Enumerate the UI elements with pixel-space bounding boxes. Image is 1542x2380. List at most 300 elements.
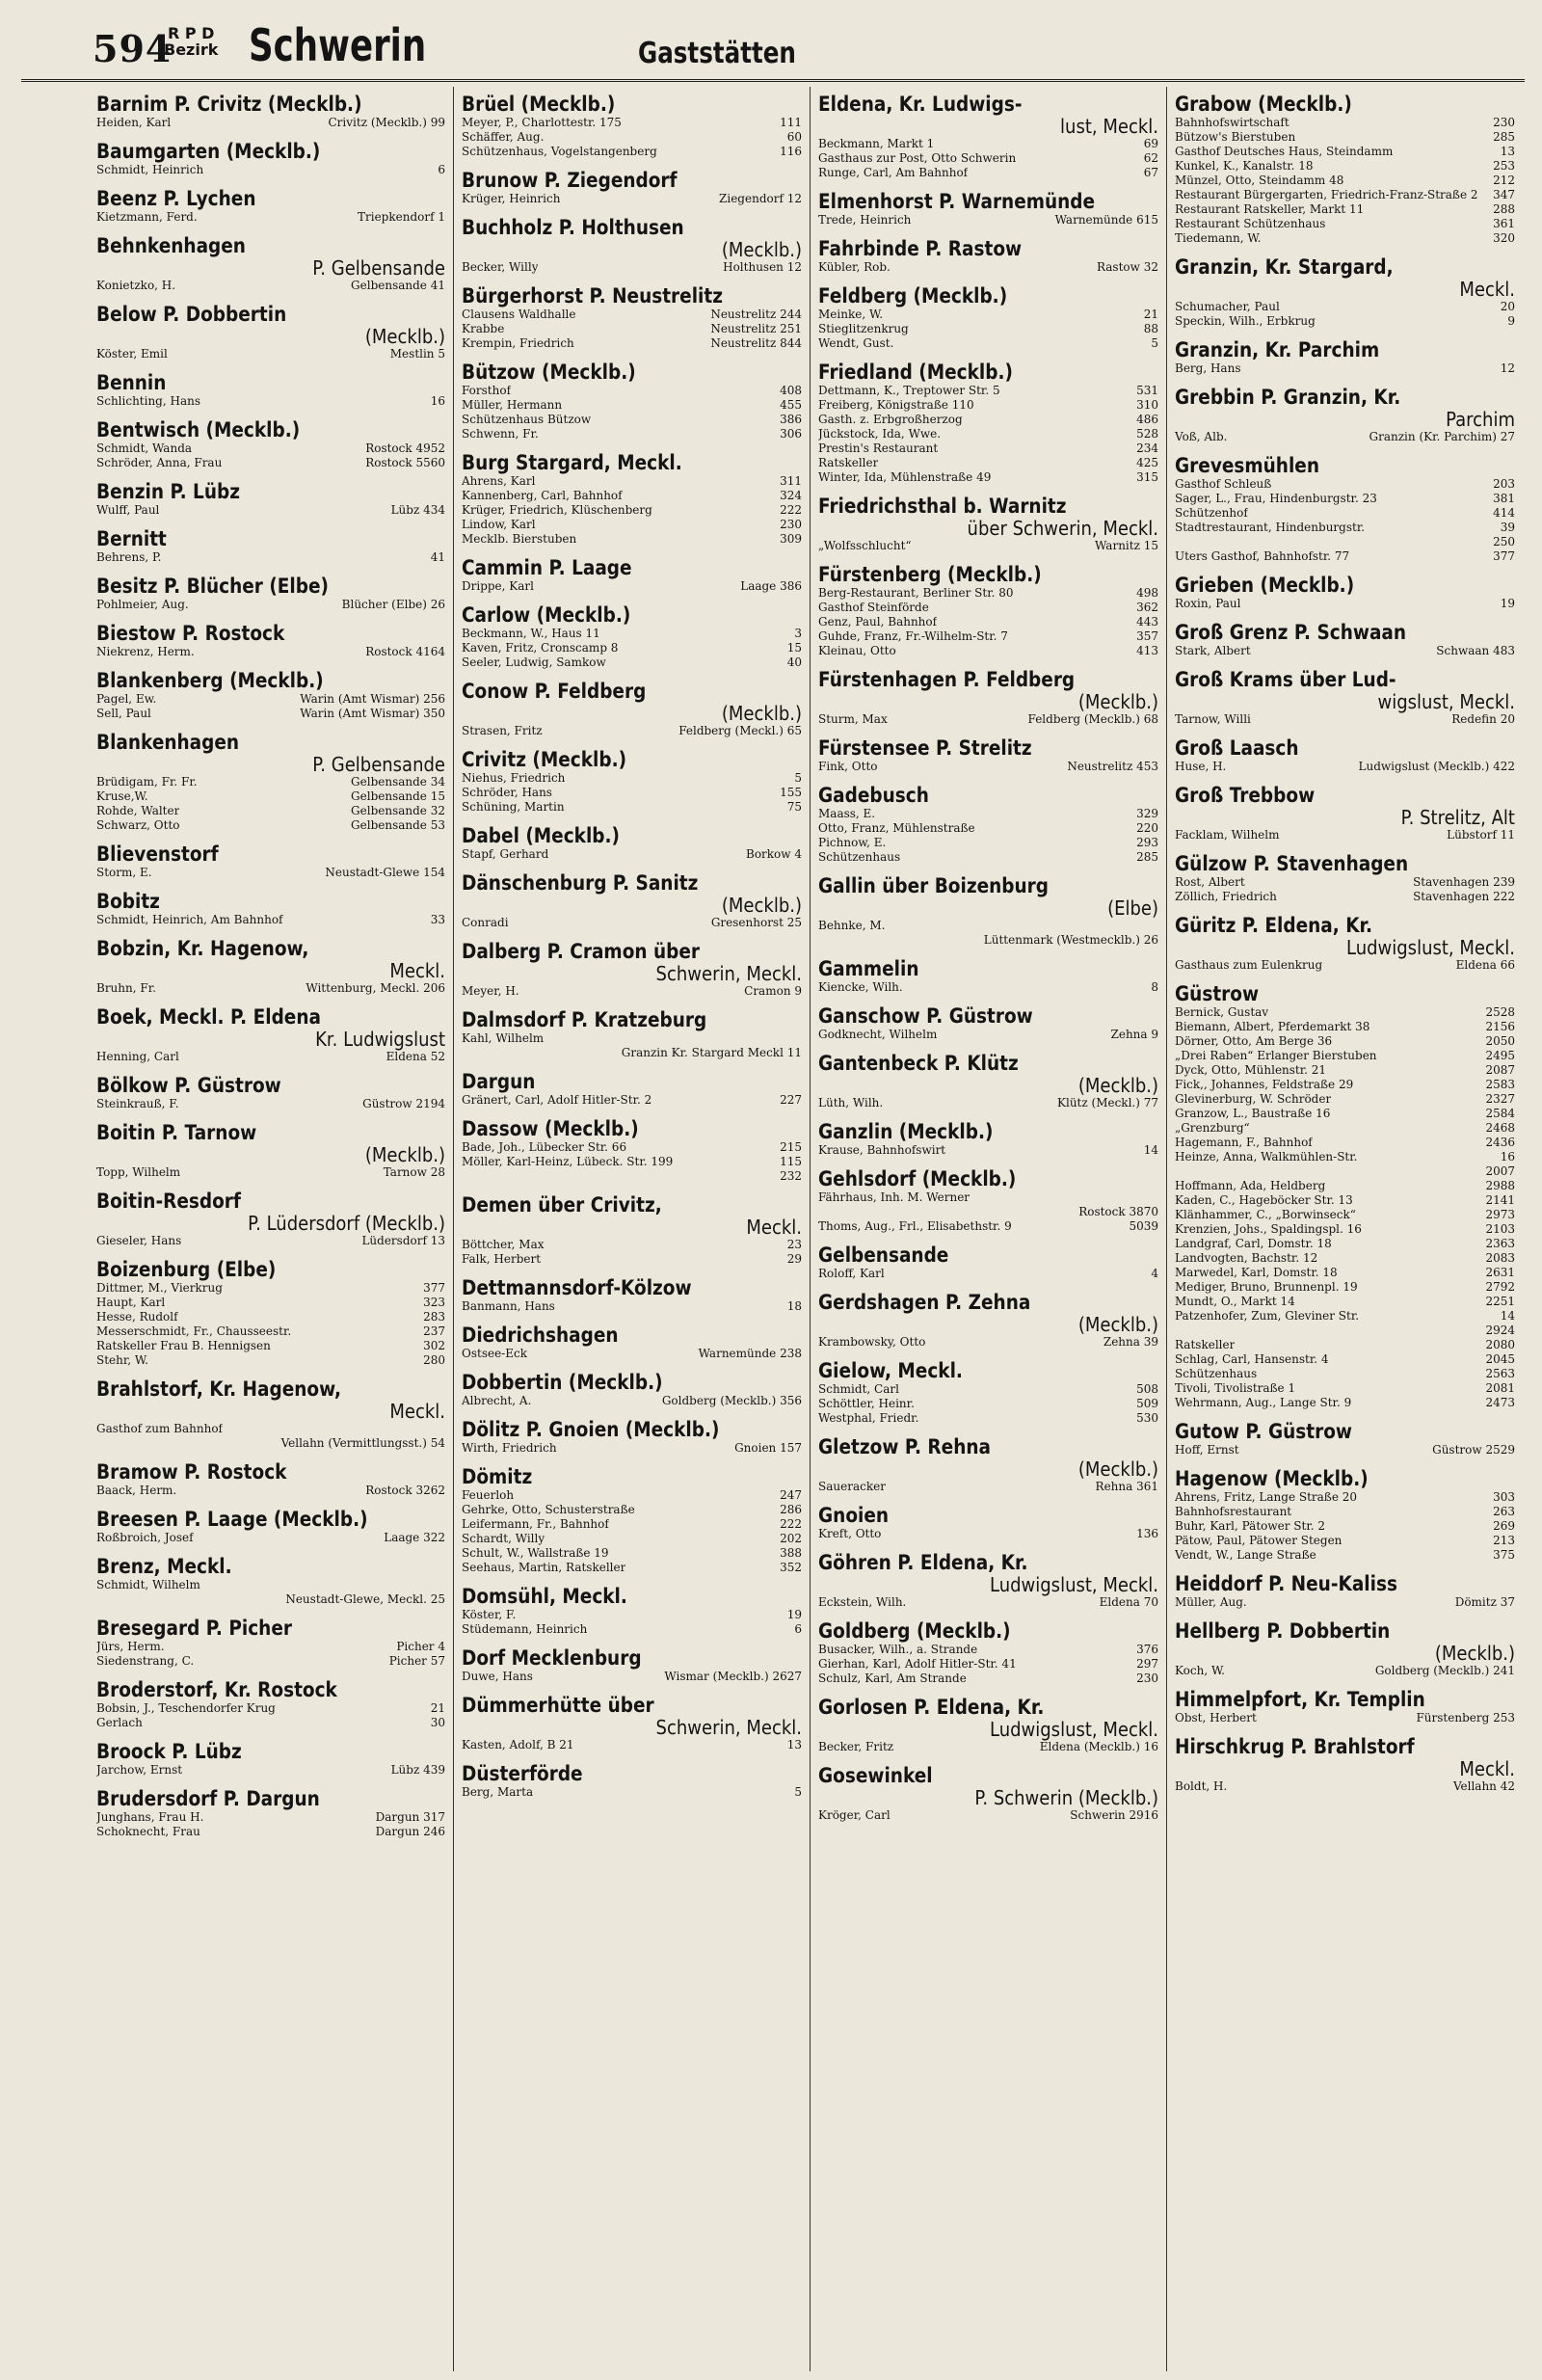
listing-name: Seehaus, Martin, Ratskeller bbox=[462, 1561, 626, 1574]
listing-name: Kaven, Fritz, Cronscamp 8 bbox=[462, 641, 619, 655]
listing-name: Berg, Hans bbox=[1175, 361, 1241, 375]
listing-row bbox=[818, 384, 1158, 398]
listing-phone: 155 bbox=[780, 786, 802, 799]
place-block bbox=[1175, 852, 1515, 904]
listing-row bbox=[96, 1640, 445, 1654]
listing-name: Schmidt, Wilhelm bbox=[96, 1578, 200, 1591]
listing-phone: 375 bbox=[1493, 1548, 1515, 1562]
listing-phone: 6 bbox=[438, 163, 445, 176]
listing-name: Meyer, P., Charlottestr. 175 bbox=[462, 116, 622, 129]
place-heading: Baumgarten (Mecklb.) bbox=[96, 140, 321, 163]
listing-row bbox=[1175, 1309, 1515, 1324]
listing-phone: Warnemünde 238 bbox=[698, 1347, 802, 1360]
place-heading: Bresegard P. Picher bbox=[96, 1617, 292, 1640]
listing-row bbox=[462, 786, 802, 800]
place-block bbox=[818, 563, 1158, 658]
place-block bbox=[1175, 1420, 1515, 1457]
listing-phone: 285 bbox=[1136, 850, 1158, 864]
listing-phone: Gresenhorst 25 bbox=[710, 916, 802, 929]
listing-name: Schwarz, Otto bbox=[96, 818, 180, 832]
listing-row bbox=[462, 1561, 802, 1575]
listing-phone: 250 bbox=[1493, 535, 1515, 548]
place-heading: Bentwisch (Mecklb.) bbox=[96, 418, 301, 441]
place-block bbox=[1175, 1688, 1515, 1725]
listing-name: Stehr, W. bbox=[96, 1353, 148, 1367]
listing-name: Speckin, Wilh., Erbkrug bbox=[1175, 314, 1316, 328]
listing-row bbox=[1175, 361, 1515, 376]
listing-name: Krenzien, Johs., Spaldingspl. 16 bbox=[1175, 1222, 1362, 1236]
place-heading: Dassow (Mecklb.) bbox=[462, 1117, 639, 1140]
place-block bbox=[818, 1435, 1158, 1494]
listing-phone: 2156 bbox=[1485, 1020, 1515, 1033]
listing-phone: Gelbensande 53 bbox=[351, 818, 445, 832]
place-heading: Boizenburg (Elbe) bbox=[96, 1258, 277, 1281]
listing-row bbox=[818, 398, 1158, 413]
place-heading: Below P. Dobbertin bbox=[96, 303, 287, 326]
listing-name: Patzenhofer, Zum, Gleviner Str. bbox=[1175, 1309, 1360, 1323]
listing-phone: 230 bbox=[1493, 116, 1515, 129]
place-heading: Hagenow (Mecklb.) bbox=[1175, 1467, 1369, 1490]
listing-phone: 40 bbox=[786, 655, 802, 669]
place-heading: Bölkow P. Güstrow bbox=[96, 1074, 281, 1097]
listing-phone: 213 bbox=[1493, 1534, 1515, 1547]
listing-row bbox=[96, 210, 445, 225]
listing-name: Voß, Alb. bbox=[1175, 430, 1228, 443]
listing-phone: Zehna 39 bbox=[1103, 1335, 1158, 1349]
listing-phone: Zehna 9 bbox=[1110, 1028, 1158, 1041]
listing-name: Conradi bbox=[462, 916, 509, 929]
listing-row bbox=[1175, 1548, 1515, 1563]
rpd-line-1: R P D bbox=[167, 24, 215, 42]
listing-name: Strasen, Fritz bbox=[462, 724, 543, 737]
place-heading: Bürgerhorst P. Neustrelitz bbox=[462, 284, 723, 308]
listing-row bbox=[1175, 1534, 1515, 1548]
listing-name: Bahnhofswirtschaft bbox=[1175, 116, 1289, 129]
listing-name: Schmidt, Heinrich bbox=[96, 163, 204, 176]
listing-row bbox=[1175, 1005, 1515, 1020]
place-heading: Gerdshagen P. Zehna bbox=[818, 1291, 1031, 1314]
listing-name: Meinke, W. bbox=[818, 308, 884, 321]
listing-row bbox=[818, 322, 1158, 336]
listing-row bbox=[818, 850, 1158, 865]
place-heading: Gutow P. Güstrow bbox=[1175, 1420, 1353, 1443]
listing-name: Bobsin, J., Teschendorfer Krug bbox=[96, 1701, 276, 1715]
listing-name: Restaurant Bürgergarten, Friedrich-Franz-Straße 2 bbox=[1175, 188, 1478, 201]
place-heading: Barnim P. Crivitz (Mecklb.) bbox=[96, 93, 362, 116]
rpd-line-2: Bezirk bbox=[164, 40, 219, 59]
listing-row bbox=[96, 981, 445, 996]
listing-name: Tivoli, Tivolistraße 1 bbox=[1175, 1381, 1296, 1395]
listing-phone: Warin (Amt Wismar) 350 bbox=[300, 707, 445, 720]
listing-phone: 315 bbox=[1136, 470, 1158, 484]
listing-row bbox=[818, 213, 1158, 227]
place-block bbox=[818, 237, 1158, 275]
listing-phone: 62 bbox=[1143, 151, 1158, 165]
listing-row bbox=[1175, 890, 1515, 904]
listing-phone: Lüdersdorf 13 bbox=[361, 1234, 445, 1247]
place-block bbox=[818, 1359, 1158, 1426]
listing-phone: Vellahn (Vermittlungsst.) 54 bbox=[280, 1436, 445, 1450]
place-heading-note: (Mecklb.) bbox=[1077, 1074, 1158, 1097]
place-heading: Bennin bbox=[96, 371, 167, 394]
place-heading: Dobbertin (Mecklb.) bbox=[462, 1371, 663, 1394]
listing-phone: 237 bbox=[423, 1324, 445, 1338]
listing-phone: 425 bbox=[1136, 456, 1158, 469]
listing-name: Dittmer, M., Vierkrug bbox=[96, 1281, 223, 1295]
listing-phone: 329 bbox=[1136, 807, 1158, 820]
place-heading-note: P. Gelbensande bbox=[312, 256, 445, 280]
place-heading: Grevesmühlen bbox=[1175, 454, 1319, 477]
listing-name: Fick,, Johannes, Feldstraße 29 bbox=[1175, 1078, 1354, 1091]
place-heading: Burg Stargard, Meckl. bbox=[462, 451, 682, 474]
listing-phone: Güstrow 2529 bbox=[1432, 1443, 1515, 1457]
listing-row bbox=[462, 145, 802, 159]
listing-phone: 381 bbox=[1493, 492, 1515, 505]
listing-name: Wehrmann, Aug., Lange Str. 9 bbox=[1175, 1396, 1352, 1409]
listing-phone: 2083 bbox=[1485, 1251, 1515, 1265]
listing-row bbox=[1175, 1121, 1515, 1136]
listing-row bbox=[1175, 1664, 1515, 1678]
place-heading: Gammelin bbox=[818, 957, 919, 980]
place-heading: Bernitt bbox=[96, 527, 167, 550]
listing-phone: Eldena (Mecklb.) 16 bbox=[1039, 1740, 1158, 1753]
listing-name: Baack, Herm. bbox=[96, 1484, 177, 1497]
listing-row bbox=[462, 1140, 802, 1155]
listing-phone: 2050 bbox=[1485, 1034, 1515, 1048]
listing-name: Messerschmidt, Fr., Chausseestr. bbox=[96, 1324, 292, 1338]
place-block bbox=[462, 603, 802, 670]
listing-name: Gerlach bbox=[96, 1716, 143, 1729]
listing-phone: 386 bbox=[780, 413, 802, 426]
listing-phone: 320 bbox=[1493, 231, 1515, 245]
listing-row bbox=[462, 1252, 802, 1267]
listing-phone: Dargun 246 bbox=[375, 1825, 445, 1838]
listing-row bbox=[96, 1353, 445, 1368]
listing-phone: 19 bbox=[786, 1608, 802, 1621]
listing-name: Schoknecht, Frau bbox=[96, 1825, 200, 1838]
district-title: Schwerin bbox=[249, 19, 427, 71]
listing-row bbox=[1175, 477, 1515, 492]
place-block bbox=[462, 1117, 802, 1184]
listing-row bbox=[818, 137, 1158, 151]
place-block bbox=[96, 93, 445, 130]
listing-name: Roxin, Paul bbox=[1175, 597, 1241, 610]
place-heading: Groß Laasch bbox=[1175, 736, 1299, 760]
listing-name: Landgraf, Carl, Domstr. 18 bbox=[1175, 1237, 1332, 1250]
directory-column bbox=[1166, 87, 1523, 2371]
place-block bbox=[96, 890, 445, 927]
listing-row bbox=[818, 1096, 1158, 1110]
listing-phone: 303 bbox=[1493, 1490, 1515, 1504]
listing-phone: Tarnow 28 bbox=[383, 1165, 445, 1179]
listing-name: Freiberg, Königstraße 110 bbox=[818, 398, 974, 412]
place-heading: Boitin-Resdorf bbox=[96, 1190, 241, 1213]
listing-row bbox=[1175, 300, 1515, 314]
listing-row bbox=[1175, 760, 1515, 774]
place-heading: Diedrichshagen bbox=[462, 1324, 619, 1347]
listing-phone: 33 bbox=[430, 913, 445, 926]
rpd-label bbox=[164, 25, 218, 58]
place-heading: Fahrbinde P. Rastow bbox=[818, 237, 1023, 260]
place-heading: Bramow P. Rostock bbox=[96, 1460, 287, 1484]
place-block bbox=[96, 527, 445, 565]
listing-row bbox=[96, 1234, 445, 1248]
place-heading: Broderstorf, Kr. Rostock bbox=[96, 1678, 337, 1701]
listing-name: Sager, L., Frau, Hindenburgstr. 23 bbox=[1175, 492, 1377, 505]
listing-name: Gränert, Carl, Adolf Hitler-Str. 2 bbox=[462, 1093, 652, 1107]
place-heading-note: (Mecklb.) bbox=[1077, 1457, 1158, 1481]
listing-phone: Gelbensande 32 bbox=[351, 804, 445, 817]
listing-phone: 21 bbox=[430, 1701, 445, 1715]
listing-row bbox=[462, 724, 802, 738]
listing-phone: 2141 bbox=[1485, 1193, 1515, 1207]
listing-row bbox=[96, 394, 445, 409]
listing-name: Dörner, Otto, Am Berge 36 bbox=[1175, 1034, 1333, 1048]
listing-name: Schöttler, Heinr. bbox=[818, 1397, 915, 1410]
listing-name: Westphal, Friedr. bbox=[818, 1411, 919, 1425]
listing-row bbox=[96, 789, 445, 804]
listing-row bbox=[1175, 174, 1515, 188]
listing-phone: 13 bbox=[786, 1738, 802, 1752]
listing-name: Siedenstrang, C. bbox=[96, 1654, 195, 1668]
listing-phone: 5039 bbox=[1129, 1219, 1158, 1233]
listing-phone: Redefin 20 bbox=[1451, 712, 1515, 726]
listing-phone: 21 bbox=[1143, 308, 1158, 321]
listing-row bbox=[818, 151, 1158, 166]
listing-phone: 388 bbox=[780, 1546, 802, 1560]
listing-name: Dettmann, K., Treptower Str. 5 bbox=[818, 384, 1000, 397]
listing-phone: 215 bbox=[780, 1140, 802, 1154]
place-heading: Eldena, Kr. Ludwigs- bbox=[818, 93, 1023, 116]
listing-row bbox=[96, 707, 445, 721]
place-block bbox=[96, 575, 445, 612]
place-heading-note: (Mecklb.) bbox=[721, 238, 802, 261]
place-block bbox=[96, 418, 445, 470]
listing-row bbox=[96, 441, 445, 456]
place-block bbox=[1175, 338, 1515, 376]
listing-name: Ostsee-Eck bbox=[462, 1347, 527, 1360]
listing-row bbox=[818, 1143, 1158, 1158]
listing-name: „Grenzburg“ bbox=[1175, 1121, 1250, 1135]
listing-name: Vendt, W., Lange Straße bbox=[1175, 1548, 1316, 1562]
listing-row bbox=[462, 1031, 802, 1046]
place-block bbox=[818, 190, 1158, 227]
listing-phone: Neustrelitz 453 bbox=[1067, 760, 1158, 773]
listing-phone: 75 bbox=[786, 800, 802, 814]
place-heading: Güritz P. Eldena, Kr. bbox=[1175, 914, 1373, 937]
place-heading: Grebbin P. Granzin, Kr. bbox=[1175, 386, 1401, 409]
listing-name: Möller, Karl-Heinz, Lübeck. Str. 199 bbox=[462, 1155, 674, 1168]
listing-name: Ratskeller bbox=[818, 456, 879, 469]
listing-name: Müller, Hermann bbox=[462, 398, 563, 412]
listing-row bbox=[818, 601, 1158, 615]
listing-name: Böttcher, Max bbox=[462, 1238, 545, 1251]
listing-phone: 2045 bbox=[1485, 1352, 1515, 1366]
listing-row bbox=[818, 1671, 1158, 1686]
listing-name: Feuerloh bbox=[462, 1488, 515, 1502]
place-heading-note: Meckl. bbox=[389, 959, 445, 982]
listing-phone: 116 bbox=[780, 145, 802, 158]
listing-name: Haupt, Karl bbox=[96, 1296, 166, 1309]
listing-phone: 12 bbox=[1500, 361, 1515, 375]
place-block bbox=[818, 361, 1158, 485]
place-heading-note: über Schwerin, Meckl. bbox=[967, 517, 1158, 540]
listing-name: Stapf, Gerhard bbox=[462, 847, 549, 861]
listing-row bbox=[96, 913, 445, 927]
listing-phone: 13 bbox=[1500, 145, 1515, 158]
place-heading: Göhren P. Eldena, Kr. bbox=[818, 1551, 1028, 1574]
place-block bbox=[96, 140, 445, 177]
listing-row bbox=[462, 322, 802, 336]
listing-name: Kahl, Wilhelm bbox=[462, 1031, 545, 1045]
listing-row bbox=[96, 1592, 445, 1607]
listing-name: Pätow, Paul, Pätower Stegen bbox=[1175, 1534, 1343, 1547]
listing-row bbox=[1175, 1063, 1515, 1078]
listing-phone: 2103 bbox=[1485, 1222, 1515, 1236]
listing-row bbox=[96, 804, 445, 818]
place-block bbox=[818, 1551, 1158, 1610]
place-heading: Broock P. Lübz bbox=[96, 1740, 242, 1763]
listing-name: Jarchow, Ernst bbox=[96, 1763, 183, 1777]
listing-name: Facklam, Wilhelm bbox=[1175, 828, 1280, 842]
listing-name: Schulz, Karl, Am Strande bbox=[818, 1671, 967, 1685]
listing-phone: 136 bbox=[1136, 1527, 1158, 1540]
listing-name: Prestin's Restaurant bbox=[818, 441, 939, 455]
place-heading: Boek, Meckl. P. Eldena bbox=[96, 1005, 321, 1029]
listing-phone: 212 bbox=[1493, 174, 1515, 187]
listing-row bbox=[462, 1670, 802, 1684]
place-block bbox=[462, 93, 802, 159]
listing-phone: 306 bbox=[780, 427, 802, 441]
listing-phone: 2087 bbox=[1485, 1063, 1515, 1077]
place-heading: Conow P. Feldberg bbox=[462, 680, 647, 703]
listing-phone: 67 bbox=[1143, 166, 1158, 179]
listing-phone: 414 bbox=[1493, 506, 1515, 520]
place-heading-note: (Elbe) bbox=[1107, 896, 1158, 920]
place-heading: Bützow (Mecklb.) bbox=[462, 361, 636, 384]
listing-name: Restaurant Schützenhaus bbox=[1175, 217, 1326, 230]
listing-name: Obst, Herbert bbox=[1175, 1711, 1257, 1725]
listing-name: Gasthaus zum Eulenkrug bbox=[1175, 958, 1323, 972]
listing-row bbox=[1175, 875, 1515, 890]
place-heading: Heiddorf P. Neu-Kaliss bbox=[1175, 1572, 1397, 1595]
listing-name: „Drei Raben“ Erlanger Bierstuben bbox=[1175, 1049, 1377, 1062]
place-heading-note: lust, Meckl. bbox=[1060, 115, 1158, 138]
listing-row bbox=[818, 427, 1158, 441]
listing-row bbox=[1175, 1505, 1515, 1519]
listing-row bbox=[96, 1825, 445, 1839]
listing-name: Hoff, Ernst bbox=[1175, 1443, 1239, 1457]
listing-name: Hesse, Rudolf bbox=[96, 1310, 178, 1324]
listing-name: Gieseler, Hans bbox=[96, 1234, 182, 1247]
listing-name: Rost, Albert bbox=[1175, 875, 1245, 889]
listing-name: Köster, F. bbox=[462, 1608, 517, 1621]
listing-row bbox=[462, 916, 802, 930]
listing-row bbox=[96, 279, 445, 293]
listing-row bbox=[1175, 644, 1515, 658]
listing-name: Becker, Fritz bbox=[818, 1740, 894, 1753]
listing-phone: Rostock 4164 bbox=[365, 645, 445, 658]
listing-row bbox=[462, 1738, 802, 1752]
listing-name: Krüger, Heinrich bbox=[462, 192, 561, 205]
listing-row bbox=[96, 1324, 445, 1339]
listing-name: Schardt, Willy bbox=[462, 1532, 545, 1545]
listing-name: Kruse,W. bbox=[96, 789, 148, 803]
listing-phone: 69 bbox=[1143, 137, 1158, 150]
place-block bbox=[462, 556, 802, 594]
listing-name: Ratskeller bbox=[1175, 1338, 1236, 1351]
listing-phone: 5 bbox=[794, 771, 802, 785]
listing-phone: 2792 bbox=[1485, 1280, 1515, 1294]
listing-row bbox=[818, 260, 1158, 275]
listing-phone: 227 bbox=[780, 1093, 802, 1107]
listing-row bbox=[1175, 159, 1515, 174]
listing-name: Restaurant Ratskeller, Markt 11 bbox=[1175, 202, 1365, 216]
listing-row bbox=[96, 775, 445, 789]
listing-row bbox=[1175, 1519, 1515, 1534]
place-block bbox=[818, 1764, 1158, 1823]
listing-row bbox=[818, 1808, 1158, 1823]
place-block bbox=[96, 622, 445, 659]
listing-row bbox=[462, 532, 802, 547]
listing-name: Behnke, M. bbox=[818, 919, 886, 932]
place-heading: Dabel (Mecklb.) bbox=[462, 824, 620, 847]
listing-phone: Cramon 9 bbox=[744, 984, 802, 998]
listing-name: Gehrke, Otto, Schusterstraße bbox=[462, 1503, 635, 1516]
listing-phone: 41 bbox=[430, 550, 445, 564]
listing-phone: Lübz 434 bbox=[390, 503, 445, 517]
place-heading-note: Ludwigslust, Meckl. bbox=[1345, 936, 1515, 959]
listing-phone: 23 bbox=[786, 1238, 802, 1251]
listing-name: Kiencke, Wilh. bbox=[818, 980, 903, 994]
place-heading-note: (Mecklb.) bbox=[721, 894, 802, 917]
listing-row bbox=[462, 655, 802, 670]
listing-name: Schröder, Hans bbox=[462, 786, 552, 799]
listing-phone: Klütz (Meckl.) 77 bbox=[1057, 1096, 1158, 1110]
listing-phone: Rostock 4952 bbox=[365, 441, 445, 455]
listing-name: Bützow's Bierstuben bbox=[1175, 130, 1296, 144]
listing-name: Jürs, Herm. bbox=[96, 1640, 165, 1653]
listing-row bbox=[818, 413, 1158, 427]
listing-row bbox=[96, 1050, 445, 1064]
listing-row bbox=[462, 1503, 802, 1517]
listing-name: Schützenhaus, Vogelstangenberg bbox=[462, 145, 657, 158]
listing-row bbox=[1175, 1136, 1515, 1150]
listing-name: Schlag, Carl, Hansenstr. 4 bbox=[1175, 1352, 1329, 1366]
listing-name: Schützenhaus bbox=[818, 850, 901, 864]
listing-phone: 455 bbox=[780, 398, 802, 412]
listing-name: Junghans, Frau H. bbox=[96, 1810, 204, 1824]
listing-name: Schwenn, Fr. bbox=[462, 427, 539, 441]
listing-name: Otto, Franz, Mühlenstraße bbox=[818, 821, 975, 835]
listing-row bbox=[1175, 1179, 1515, 1193]
listing-name: Roßbroich, Josef bbox=[96, 1531, 194, 1544]
listing-phone: Laage 322 bbox=[384, 1531, 445, 1544]
place-heading: Himmelpfort, Kr. Templin bbox=[1175, 1688, 1425, 1711]
listing-phone: 377 bbox=[423, 1281, 445, 1295]
listing-phone: 408 bbox=[780, 384, 802, 397]
place-block bbox=[96, 187, 445, 225]
listing-name: Lindow, Karl bbox=[462, 518, 536, 531]
listing-phone: 16 bbox=[1500, 1150, 1515, 1163]
listing-row bbox=[1175, 1295, 1515, 1309]
place-block bbox=[818, 1120, 1158, 1158]
listing-name: Eckstein, Wilh. bbox=[818, 1595, 907, 1609]
listing-row bbox=[96, 818, 445, 833]
listing-phone: 5 bbox=[1151, 336, 1158, 350]
listing-name: Hagemann, F., Bahnhof bbox=[1175, 1136, 1313, 1149]
listing-name: Koch, W. bbox=[1175, 1664, 1225, 1677]
